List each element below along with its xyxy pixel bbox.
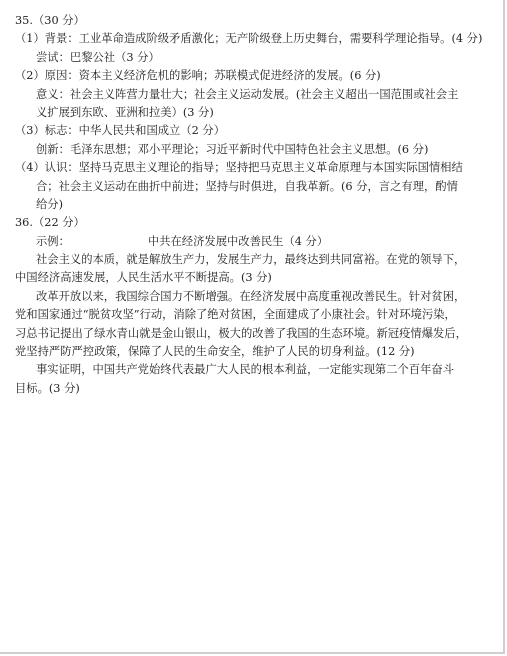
q35-item3-line1: （3）标志：中华人民共和国成立（2 分）: [15, 124, 226, 138]
q35-item2-line2: 意义：社会主义阵营力量壮大；社会主义运动发展。(社会主义超出一国范围或社会主: [36, 87, 459, 101]
q36-example-title: 中共在经济发展中改善民生（4 分）: [147, 234, 329, 248]
q35-item2-line3: 义扩展到东欧、亚洲和拉美）(3 分): [36, 105, 214, 119]
q36-para3-line1: 事实证明，中国共产党始终代表最广大人民的根本利益，一定能实现第二个百年奋斗: [36, 363, 454, 377]
q35-item2-line1: （2）原因：资本主义经济危机的影响；苏联模式促进经济的发展。(6 分): [15, 69, 381, 83]
q36-header: 36.（22 分）: [15, 216, 85, 230]
answer-text: [15, 12, 497, 398]
q36-para2-line3: 习总书记提出了绿水青山就是金山银山，极大的改善了我国的生态环境。新冠疫情爆发后，: [15, 326, 467, 340]
q36-example-label: 示例：: [36, 234, 70, 248]
q35-item4-line2: 合；社会主义运动在曲折中前进；坚持与时俱进，自我革新。(6 分，言之有理，酌情: [36, 179, 458, 193]
q36-para2-line1: 改革开放以来，我国综合国力不断增强。在经济发展中高度重视改善民生。针对贫困，: [36, 289, 466, 303]
q36-para1-line2: 中国经济高速发展，人民生活水平不断提高。(3 分): [15, 271, 272, 285]
q36-para2-line4: 党坚持严防严控政策，保障了人民的生命安全，维护了人民的切身利益。(12 分): [15, 345, 415, 359]
q35-item1-line2: 尝试：巴黎公社（3 分）: [36, 50, 160, 64]
q35-header: 35.（30 分）: [15, 14, 85, 27]
q35-item4-line3: 给分): [36, 197, 64, 211]
q36-para3-line2: 目标。(3 分): [15, 381, 80, 395]
q35-item1-line1: （1）背景：工业革命造成阶级矛盾激化；无产阶级登上历史舞台，需要科学理论指导。(4 分): [15, 32, 483, 46]
q35-item4-line1: （4）认识：坚持马克思主义理论的指导；坚持把马克思主义革命原理与本国实际国情相结: [15, 161, 463, 175]
q36-example: [15, 233, 497, 251]
q36-para2-line2: 党和国家通过“脱贫攻坚”行动，消除了绝对贫困，全面建成了小康社会。针对环境污染，: [15, 308, 456, 322]
q35-item3-line2: 创新：毛泽东思想；邓小平理论；习近平新时代中国特色社会主义思想。(6 分): [36, 142, 429, 156]
q36-para1-line1: 社会主义的本质，就是解放生产力，发展生产力，最终达到共同富裕。在党的领导下，: [36, 253, 466, 267]
